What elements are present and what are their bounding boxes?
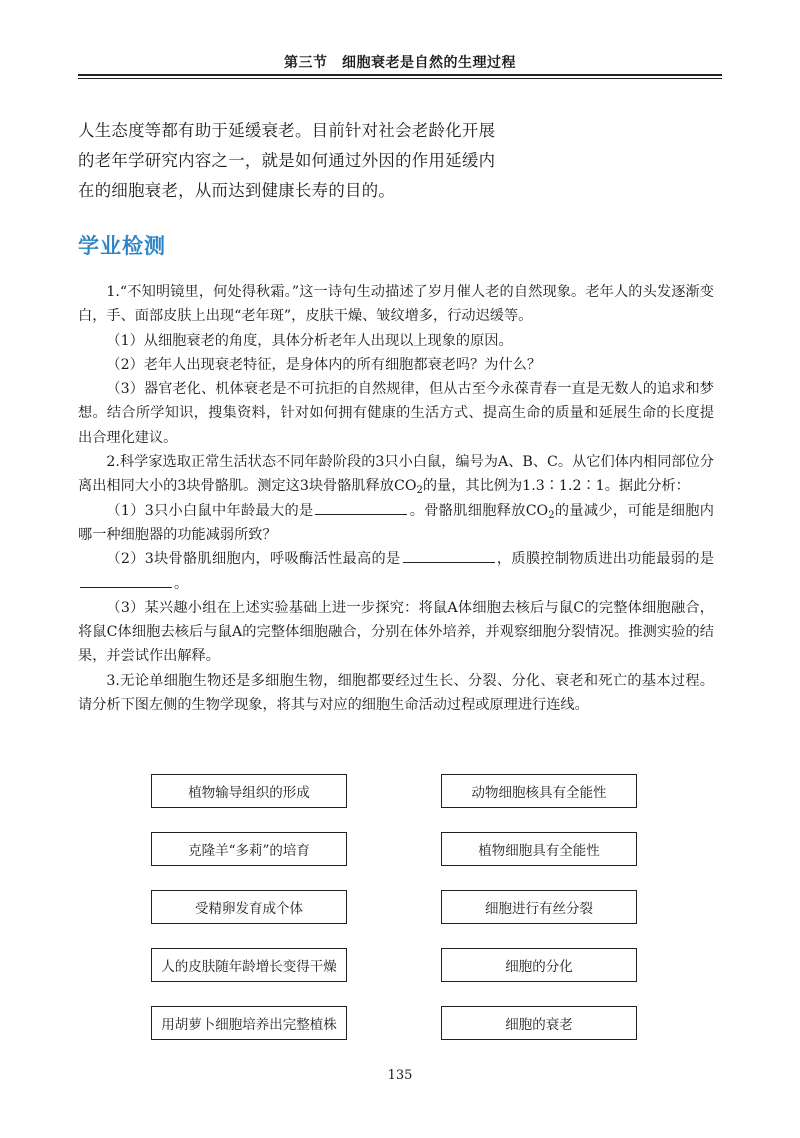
match-right-box[interactable]: 细胞的分化: [441, 948, 637, 982]
match-right-box[interactable]: 细胞的衰老: [441, 1006, 637, 1040]
answer-blank[interactable]: [315, 500, 407, 515]
page-number: 135: [387, 1068, 413, 1083]
match-right-box[interactable]: 动物细胞核具有全能性: [441, 774, 637, 808]
q2-sub1: （1）3只小白鼠中年龄最大的是 。骨骼肌细胞释放$CO_2$的量减少，可能是细胞内哪一种细胞器的功能减弱所致？: [78, 499, 714, 548]
q1-sub2: （2）老年人出现衰老特征，是身体内的所有细胞都衰老吗？为什么？: [106, 356, 542, 373]
match-left-box[interactable]: 植物输导组织的形成: [151, 774, 347, 808]
q3-stem: 3.无论单细胞生物还是多细胞生物，细胞都要经过生长、分裂、分化、衰老和死亡的基本过程。请分析下图左侧的生物学现象，将其与对应的细胞生命活动过程或原理进行连线。: [78, 672, 714, 714]
match-right-box[interactable]: 细胞进行有丝分裂: [441, 890, 637, 924]
answer-blank[interactable]: [403, 548, 495, 563]
header-rule: [78, 74, 722, 76]
header-rule-thin: [78, 78, 722, 79]
intro-line: 人生态度等都有助于延缓衰老。目前针对社会老龄化开展: [78, 121, 496, 140]
intro-line: 的老年学研究内容之一，就是如何通过外因的作用延缓内: [78, 151, 496, 170]
answer-blank[interactable]: [80, 573, 172, 588]
section-title: 学业检测: [78, 234, 166, 258]
question-list: [78, 280, 714, 717]
intro-line: 在的细胞衰老，从而达到健康长寿的目的。: [78, 181, 396, 200]
running-head: 第三节 细胞衰老是自然的生理过程: [284, 55, 516, 71]
match-right-box[interactable]: 植物细胞具有全能性: [441, 832, 637, 866]
match-left-box[interactable]: 人的皮肤随年龄增长变得干燥: [151, 948, 347, 982]
q1-sub3: （3）器官老化、机体衰老是不可抗拒的自然规律，但从古至今永葆青春一直是无数人的追求和梦想。结合所学知识，搜集资料，针对如何拥有健康的生活方式、提高生命的质量和延展生命的长度提出合理化建议。: [78, 381, 714, 446]
q2-sub3: （3）某兴趣小组在上述实验基础上进一步探究：将鼠A体细胞去核后与鼠C的完整体细胞融合，将鼠C体细胞去核后与鼠A的完整体细胞融合，分别在体外培养，并观察细胞分裂情况。推测实验的结果，并尝试作出解释。: [78, 599, 714, 665]
intro-paragraph: [78, 116, 508, 206]
q1-sub1: （1）从细胞衰老的角度，具体分析老年人出现以上现象的原因。: [106, 332, 513, 349]
q1-stem: 1.“不知明镜里，何处得秋霜。”这一诗句生动描述了岁月催人老的自然现象。老年人的头发逐渐变白，手、面部皮肤上出现“老年斑”，皮肤干燥、皱纹增多，行动迟缓等。: [78, 284, 714, 325]
match-left-box[interactable]: 用胡萝卜细胞培养出完整植株: [151, 1006, 347, 1040]
q2-stem: 2.科学家选取正常生活状态不同年龄阶段的3只小白鼠，编号为A、B、C。从它们体内相同部位分离出相同大小的3块骨骼肌。测定这3块骨骼肌释放$CO_2$的量，其比例为1.3∶1.2∶1。据此分析：: [78, 454, 714, 497]
match-left-box[interactable]: 受精卵发育成个体: [151, 890, 347, 924]
match-left-box[interactable]: 克隆羊“多莉”的培育: [151, 832, 347, 866]
q2-sub2: （2）3块骨骼肌细胞内，呼吸酶活性最高的是 ，质膜控制物质进出功能最弱的是。: [78, 547, 714, 596]
